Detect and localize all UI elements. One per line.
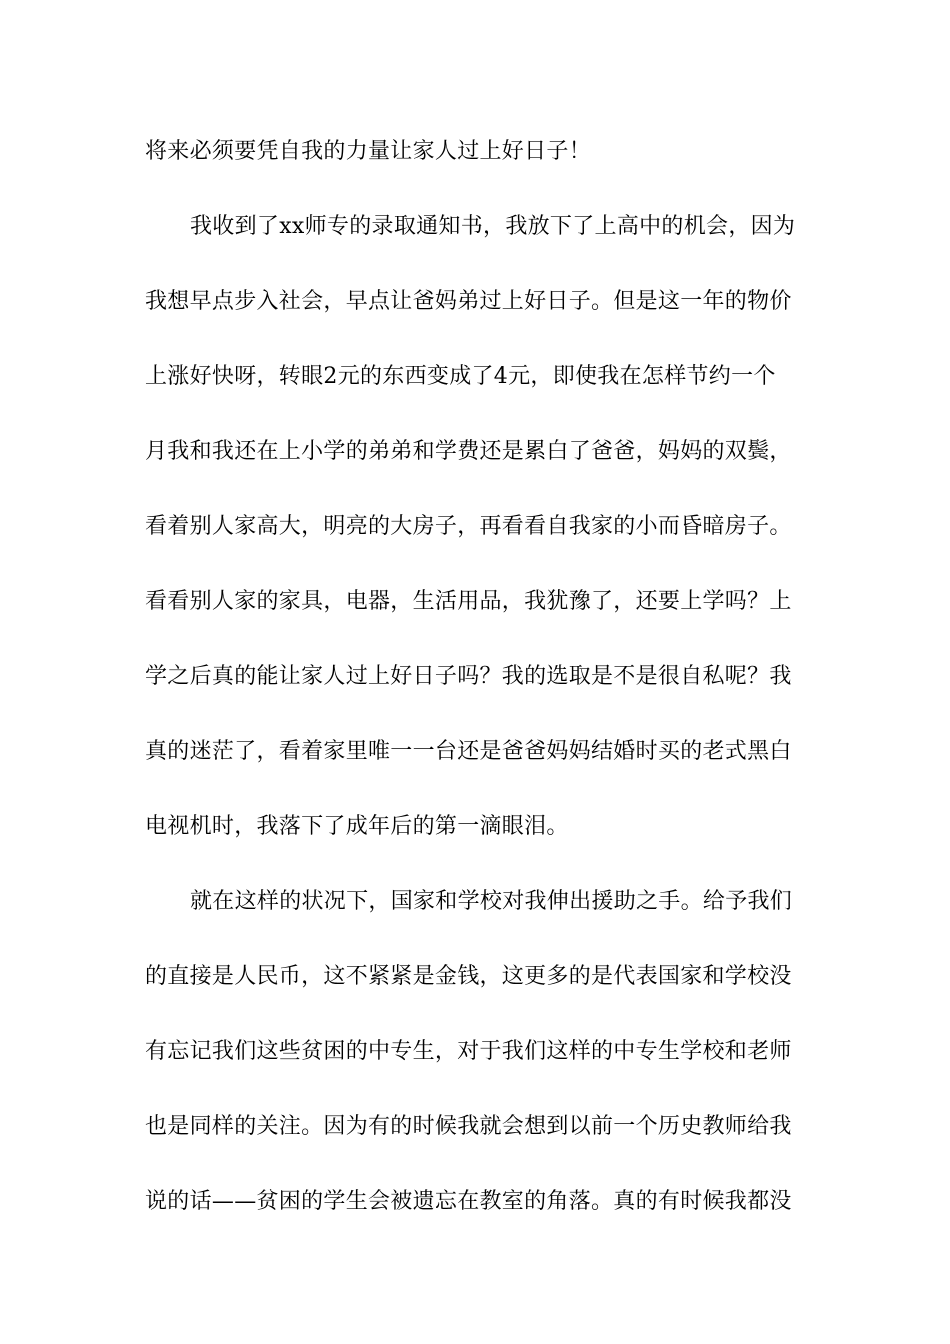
- text-line: 将来必须要凭自我的力量让家人过上好日子！: [145, 139, 592, 164]
- text-line: 说的话——贫困的学生会被遗忘在教室的角落。真的有时候我都没: [145, 1189, 792, 1214]
- text-line: 学之后真的能让家人过上好日子吗？我的选取是不是很自私呢？我: [145, 664, 792, 689]
- text-line: 真的迷茫了，看着家里唯一一台还是爸爸妈妈结婚时买的老式黑白: [145, 739, 792, 764]
- text-line: 看看别人家的家具，电器，生活用品，我犹豫了，还要上学吗？上: [145, 589, 792, 614]
- paragraph-first-line: 我收到了xx师专的录取通知书，我放下了上高中的机会，因为: [190, 214, 796, 239]
- text-line: 看着别人家高大，明亮的大房子，再看看自我家的小而昏暗房子。: [145, 514, 792, 539]
- text-line: 电视机时，我落下了成年后的第一滴眼泪。: [145, 814, 569, 839]
- text-line: 上涨好快呀，转眼2元的东西变成了4元，即使我在怎样节约一个: [145, 364, 776, 389]
- text-line: 月我和我还在上小学的弟弟和学费还是累白了爸爸，妈妈的双鬓，: [145, 439, 792, 464]
- paragraph-first-line: 就在这样的状况下，国家和学校对我伸出援助之手。给予我们: [190, 889, 793, 914]
- text-line: 也是同样的关注。因为有的时候我就会想到以前一个历史教师给我: [145, 1114, 792, 1139]
- text-line: 有忘记我们这些贫困的中专生，对于我们这样的中专生学校和老师: [145, 1039, 792, 1064]
- text-line: 的直接是人民币，这不紧紧是金钱，这更多的是代表国家和学校没: [145, 964, 792, 989]
- text-line: 我想早点步入社会，早点让爸妈弟过上好日子。但是这一年的物价: [145, 289, 792, 314]
